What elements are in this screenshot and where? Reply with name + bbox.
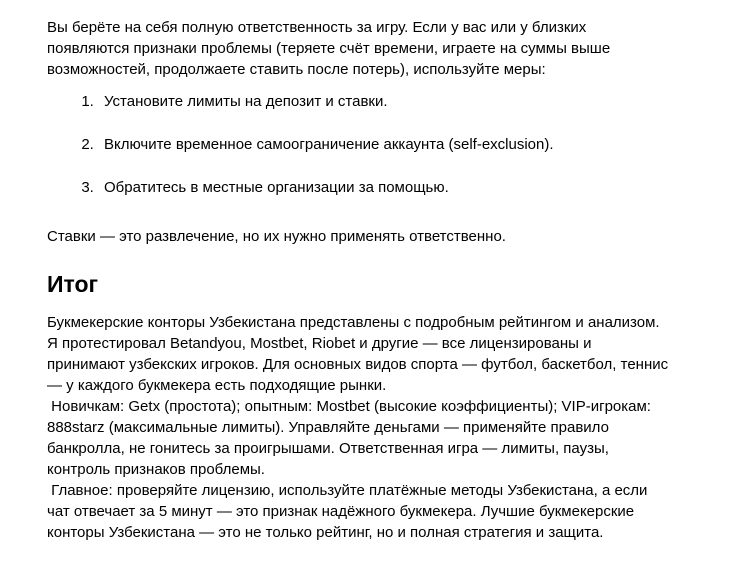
- measures-list: [47, 91, 669, 198]
- summary-segment-overview: Букмекерские конторы Узбекистана представлены с подробным рейтингом и анализом. Я протестировал Betandyou, Mostbet, Riobet и другие — все лицензированы и принимают узбекских игроков. Для основных видов спорта — футбол, баскетбол, теннис — у каждого букмекера есть подходящие рынки.: [47, 314, 673, 394]
- section-heading-itog: Итог: [47, 271, 99, 297]
- responsibility-paragraph: Вы берёте на себя полную ответственность за игру. Если у вас или у близких появляются признаки проблемы (теряете счёт времени, играете на суммы выше возможностей, продолжаете ставить после потерь), используйте меры:: [47, 19, 615, 78]
- summary-segment-conclusion: Главное: проверяйте лицензию, используйте платёжные методы Узбекистана, а если чат отвечает за 5 минут — это признак надёжного букмекера. Лучшие букмекерские конторы Узбекистана — это не только рейтинг, но и полная стратегия и защита.: [47, 482, 652, 541]
- list-item-local-organizations: 3. Обратитесь в местные организации за помощью.: [98, 177, 669, 198]
- list-item-self-exclusion: 2. Включите временное самоограничение аккаунта (self-exclusion).: [98, 134, 669, 155]
- note-paragraph: Ставки — это развлечение, но их нужно применять ответственно.: [47, 228, 506, 245]
- list-item-limits: 1. Установите лимиты на депозит и ставки.: [98, 91, 669, 112]
- summary-segment-recommendations: Новичкам: Getx (простота); опытным: Mostbet (высокие коэффициенты); VIP-игрокам: 888starz (максимальные лимиты). Управляйте деньгами — применяйте правило банкролла, не гонитесь за проигрышами. Ответственная игра — лимиты, паузы, контроль признаков проблемы.: [47, 398, 656, 478]
- summary-paragraph: [47, 312, 673, 543]
